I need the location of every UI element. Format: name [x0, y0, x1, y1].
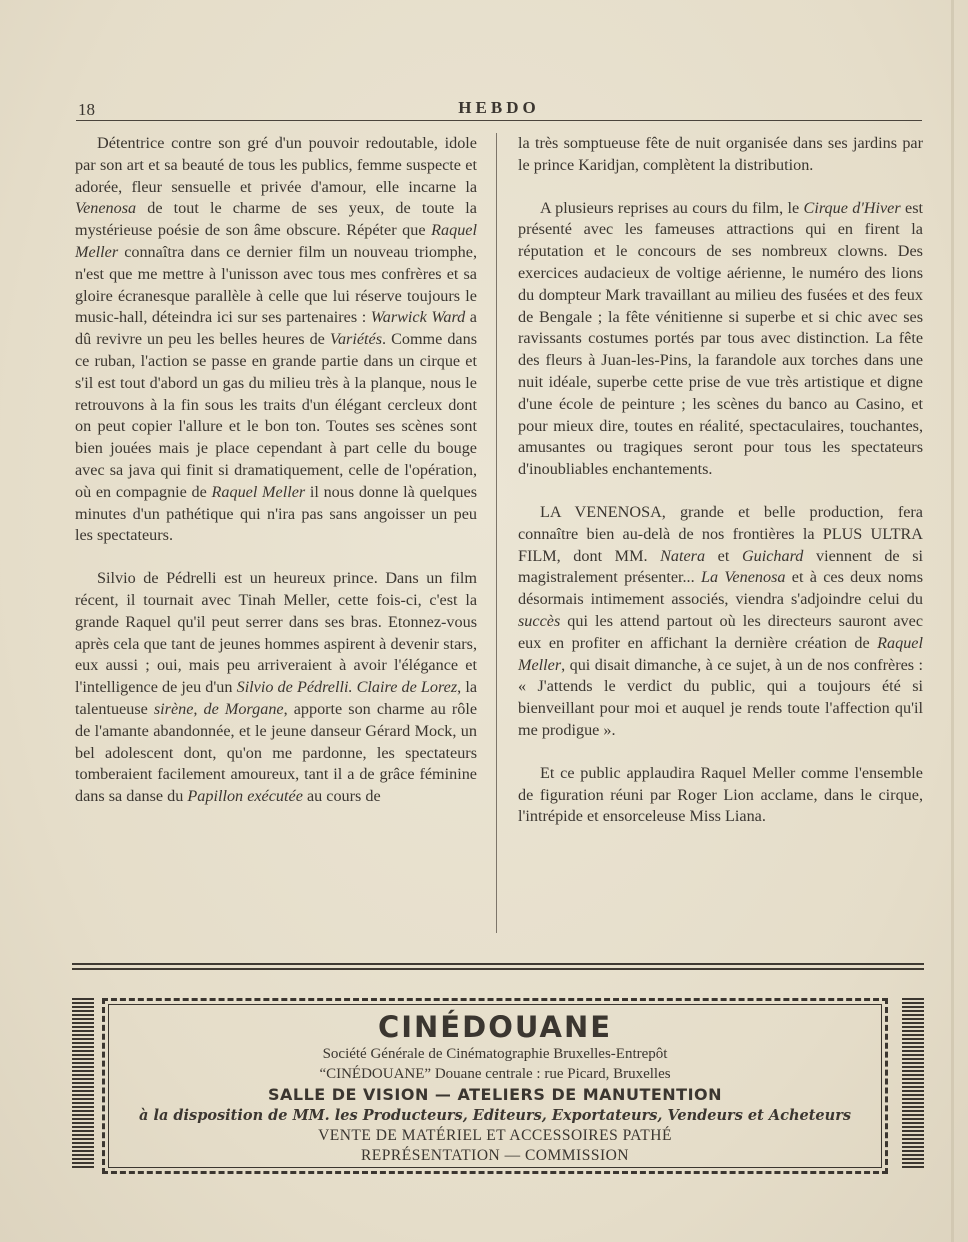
ad-content	[102, 1010, 888, 1166]
bottom-double-rule	[72, 963, 924, 973]
ad-title: CINÉDOUANE	[377, 1010, 613, 1044]
ad-audience-line: à la disposition de MM. les Producteurs, Editeurs, Exportateurs, Vendeurs et Acheteurs	[139, 1107, 851, 1124]
ad-left-ornament	[72, 998, 94, 1170]
page-header	[76, 95, 922, 125]
article-paragraph: Détentrice contre son gré d'un pouvoir redoutable, idole par son art et sa beauté de tous les publics, femme suspecte et adorée, fleur sensuelle et privée d'amour, elle incarne la Venenosa de tout le charme de ses yeux, de toute la mystérieuse poésie de son âme obscure. Répéter que Raquel Meller connaîtra dans ce dernier film un nouveau triomphe, n'est que me mettre à l'unisson avec tous mes confrères et sa gloire écranesque parallèle à celle que lui réserve toujours le music-hall, déteindra ici sur ses partenaires : Warwick Ward a dû revivre un peu les belles heures de Variétés. Comme dans ce ruban, l'action se passe en grande partie dans un cirque et s'il est tout d'abord un gas du milieu très à la planque, nous le retrouvons à la fin sous les traits d'un élégant cercleux dont on peut copier l'allure et le bon ton. Toutes ses scènes sont bien jouées mais je place cependant à part celle du bouge avec sa java qui finit si dramatiquement, celle de l'opération, où en compagnie de Raquel Meller il nous donne là quelques minutes d'un pathétique qui n'ira pas sans angoisser un peu les spectateurs.	[75, 134, 477, 545]
page-number: 18	[78, 100, 95, 119]
page-edge	[951, 0, 954, 1242]
right-column	[518, 133, 923, 849]
ad-sales-line: VENTE DE MATÉRIEL ET ACCESSOIRES PATHÉ	[318, 1127, 672, 1144]
header-rule	[76, 120, 922, 121]
article-paragraph: Silvio de Pédrelli est un heureux prince. Dans un film récent, il tournait avec Tinah Meller, cette fois-ci, c'est la grande Raquel qu'il peut serrer dans ses bras. Etonnez-vous après cela que tant de jeunes hommes aspirent à devenir stars, eux aussi ; oui, mais peu arriveraient à avoir l'élégance et l'intelligence de jeu d'un Silvio de Pédrelli. Claire de Lorez, la talentueuse sirène, de Morgane, apporte son charme au rôle de l'amante abandonnée, et le jeune danseur Gérard Mock, un bel adolescent dont, qu'on me pardonne, les spectateurs tomberaient facilement amoureux, tant il a de grâce féminine dans sa danse du Papillon exécutée au cours de	[75, 569, 478, 806]
ad-right-ornament	[902, 998, 924, 1170]
article-paragraph: LA VENENOSA, grande et belle production, fera connaître bien au-delà de nos frontières la PLUS ULTRA FILM, dont MM. Natera et Guichard viennent de si magistralement présenter... La Venenosa et à ces deux noms désormais intimement associés, viendra s'adjoindre celui du succès qui les attend partout où les directeurs sauront avec eux en profiter en affichant la dernière création de Raquel Meller, qui disait dimanche, à ce sujet, à un de nos confrères : « J'attends le verdict du public, qui a toujours été si bienveillant pour moi et auquel je rends toute l'affection qu'il me prodigue ».	[518, 502, 923, 739]
masthead-title: HEBDO	[458, 98, 540, 117]
ad-company-line: Société Générale de Cinématographie Bruxelles-Entrepôt	[322, 1046, 668, 1062]
cinedouane-advertisement	[72, 995, 924, 1175]
column-divider	[496, 133, 497, 933]
article-paragraph: Et ce public applaudira Raquel Meller comme l'ensemble de figuration réuni par Roger Lion acclame, dans le cirque, l'intrépide et ensorceleuse Miss Liana.	[518, 763, 923, 826]
article-paragraph: la très somptueuse fête de nuit organisée dans ses jardins par le prince Karidjan, complètent la distribution.	[518, 134, 923, 174]
ad-address-line: “CINÉDOUANE” Douane centrale : rue Picard, Bruxelles	[319, 1066, 671, 1082]
ad-services-line: SALLE DE VISION — ATELIERS DE MANUTENTION	[267, 1085, 723, 1104]
left-column	[75, 133, 477, 829]
ad-representation-line: REPRÉSENTATION — COMMISSION	[360, 1147, 630, 1164]
article-paragraph: A plusieurs reprises au cours du film, le Cirque d'Hiver est présenté avec les fameuses attractions qui en firent la réputation et le concours de ses nombreux clowns. Des exercices audacieux de voltige aérienne, le numéro des lions du dompteur Mark travaillant au milieu des fusées et des feux de Bengale ; la fête vénitienne si superbe et si chic avec ses ravissants costumes portés par tous avec distinction. La fête des fleurs à Juan-les-Pins, la farandole aux torches dans une nuit idéale, superbe cette prise de vue très artistique et digne d'une école de peinture ; les scènes du banco au Casino, et pour mieux dire, toutes en réalité, spectaculaires, touchantes, amusantes ou tragiques seront pour tous les spectateurs d'inoubliables enchantements.	[518, 198, 923, 479]
